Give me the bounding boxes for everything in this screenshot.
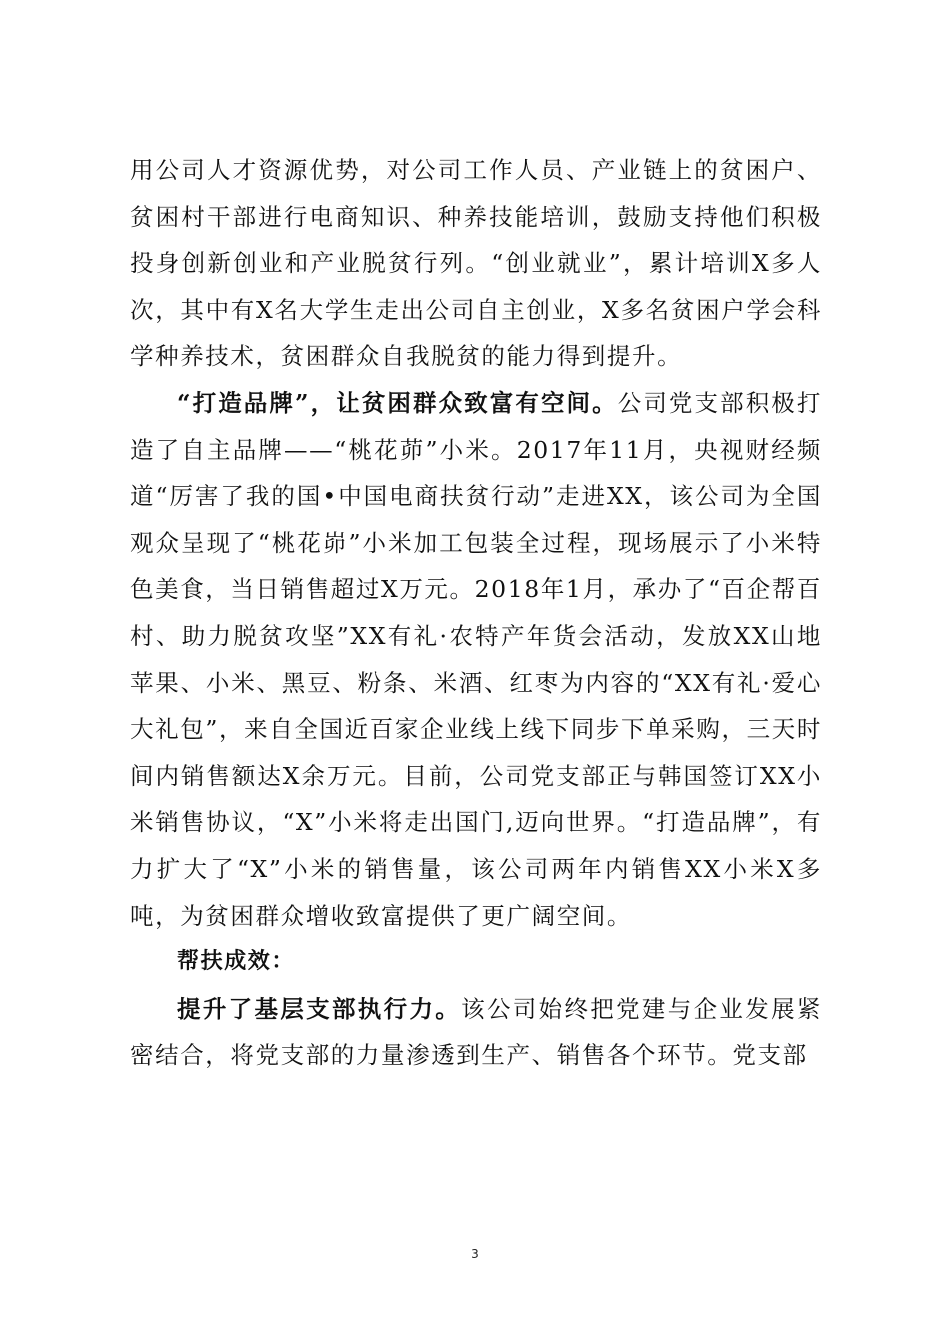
section-heading: 帮扶成效： [177,949,296,975]
paragraph-training [130,147,822,380]
document-body [130,147,822,1079]
page-number: 3 [471,1247,479,1261]
paragraph-results-text: 该公司始终把党建与企业发展紧密结合，将党支部的力量渗透到生产、销售各个环节。党支部 [130,994,822,1070]
paragraph-results [130,986,822,1079]
paragraph-brand [130,380,822,939]
paragraph-brand-lead: “打造品牌”，让贫困群众致富有空间。 [177,388,618,417]
paragraph-training-text: 用公司人才资源优势，对公司工作人员、产业链上的贫困户、贫困村干部进行电商知识、种养技能培训，鼓励支持他们积极投身创新创业和产业脱贫行列。“创业就业”，累计培训X多人次，其中有X名大学生走出公司自主创业，X多名贫困户学会科学种养技术，贫困群众自我脱贫的能力得到提升。 [130,156,822,371]
paragraph-brand-text: 公司党支部积极打造了自主品牌——“桃花茆”小米。2017年11月，央视财经频道“厉害了我的国•中国电商扶贫行动”走进XX，该公司为全国观众呈现了“桃花峁”小米加工包装全过程，现场展示了小米特色美食，当日销售超过X万元。2018年1月，承办了“百企帮百村、助力脱贫攻坚”XX有礼·农特产年货会活动，发放XX山地苹果、小米、黑豆、粉条、米酒、红枣为内容的“XX有礼·爱心大礼包”，来自全国近百家企业线上线下同步下单采购，三天时间内销售额达X余万元。目前，公司党支部正与韩国签订XX小米销售协议，“X”小米将走出国门,迈向世界。“打造品牌”，有力扩大了“X”小米的销售量，该公司两年内销售XX小米X多吨，为贫困群众增收致富提供了更广阔空间。 [130,388,822,930]
paragraph-results-lead: 提升了基层支部执行力。 [177,994,462,1023]
